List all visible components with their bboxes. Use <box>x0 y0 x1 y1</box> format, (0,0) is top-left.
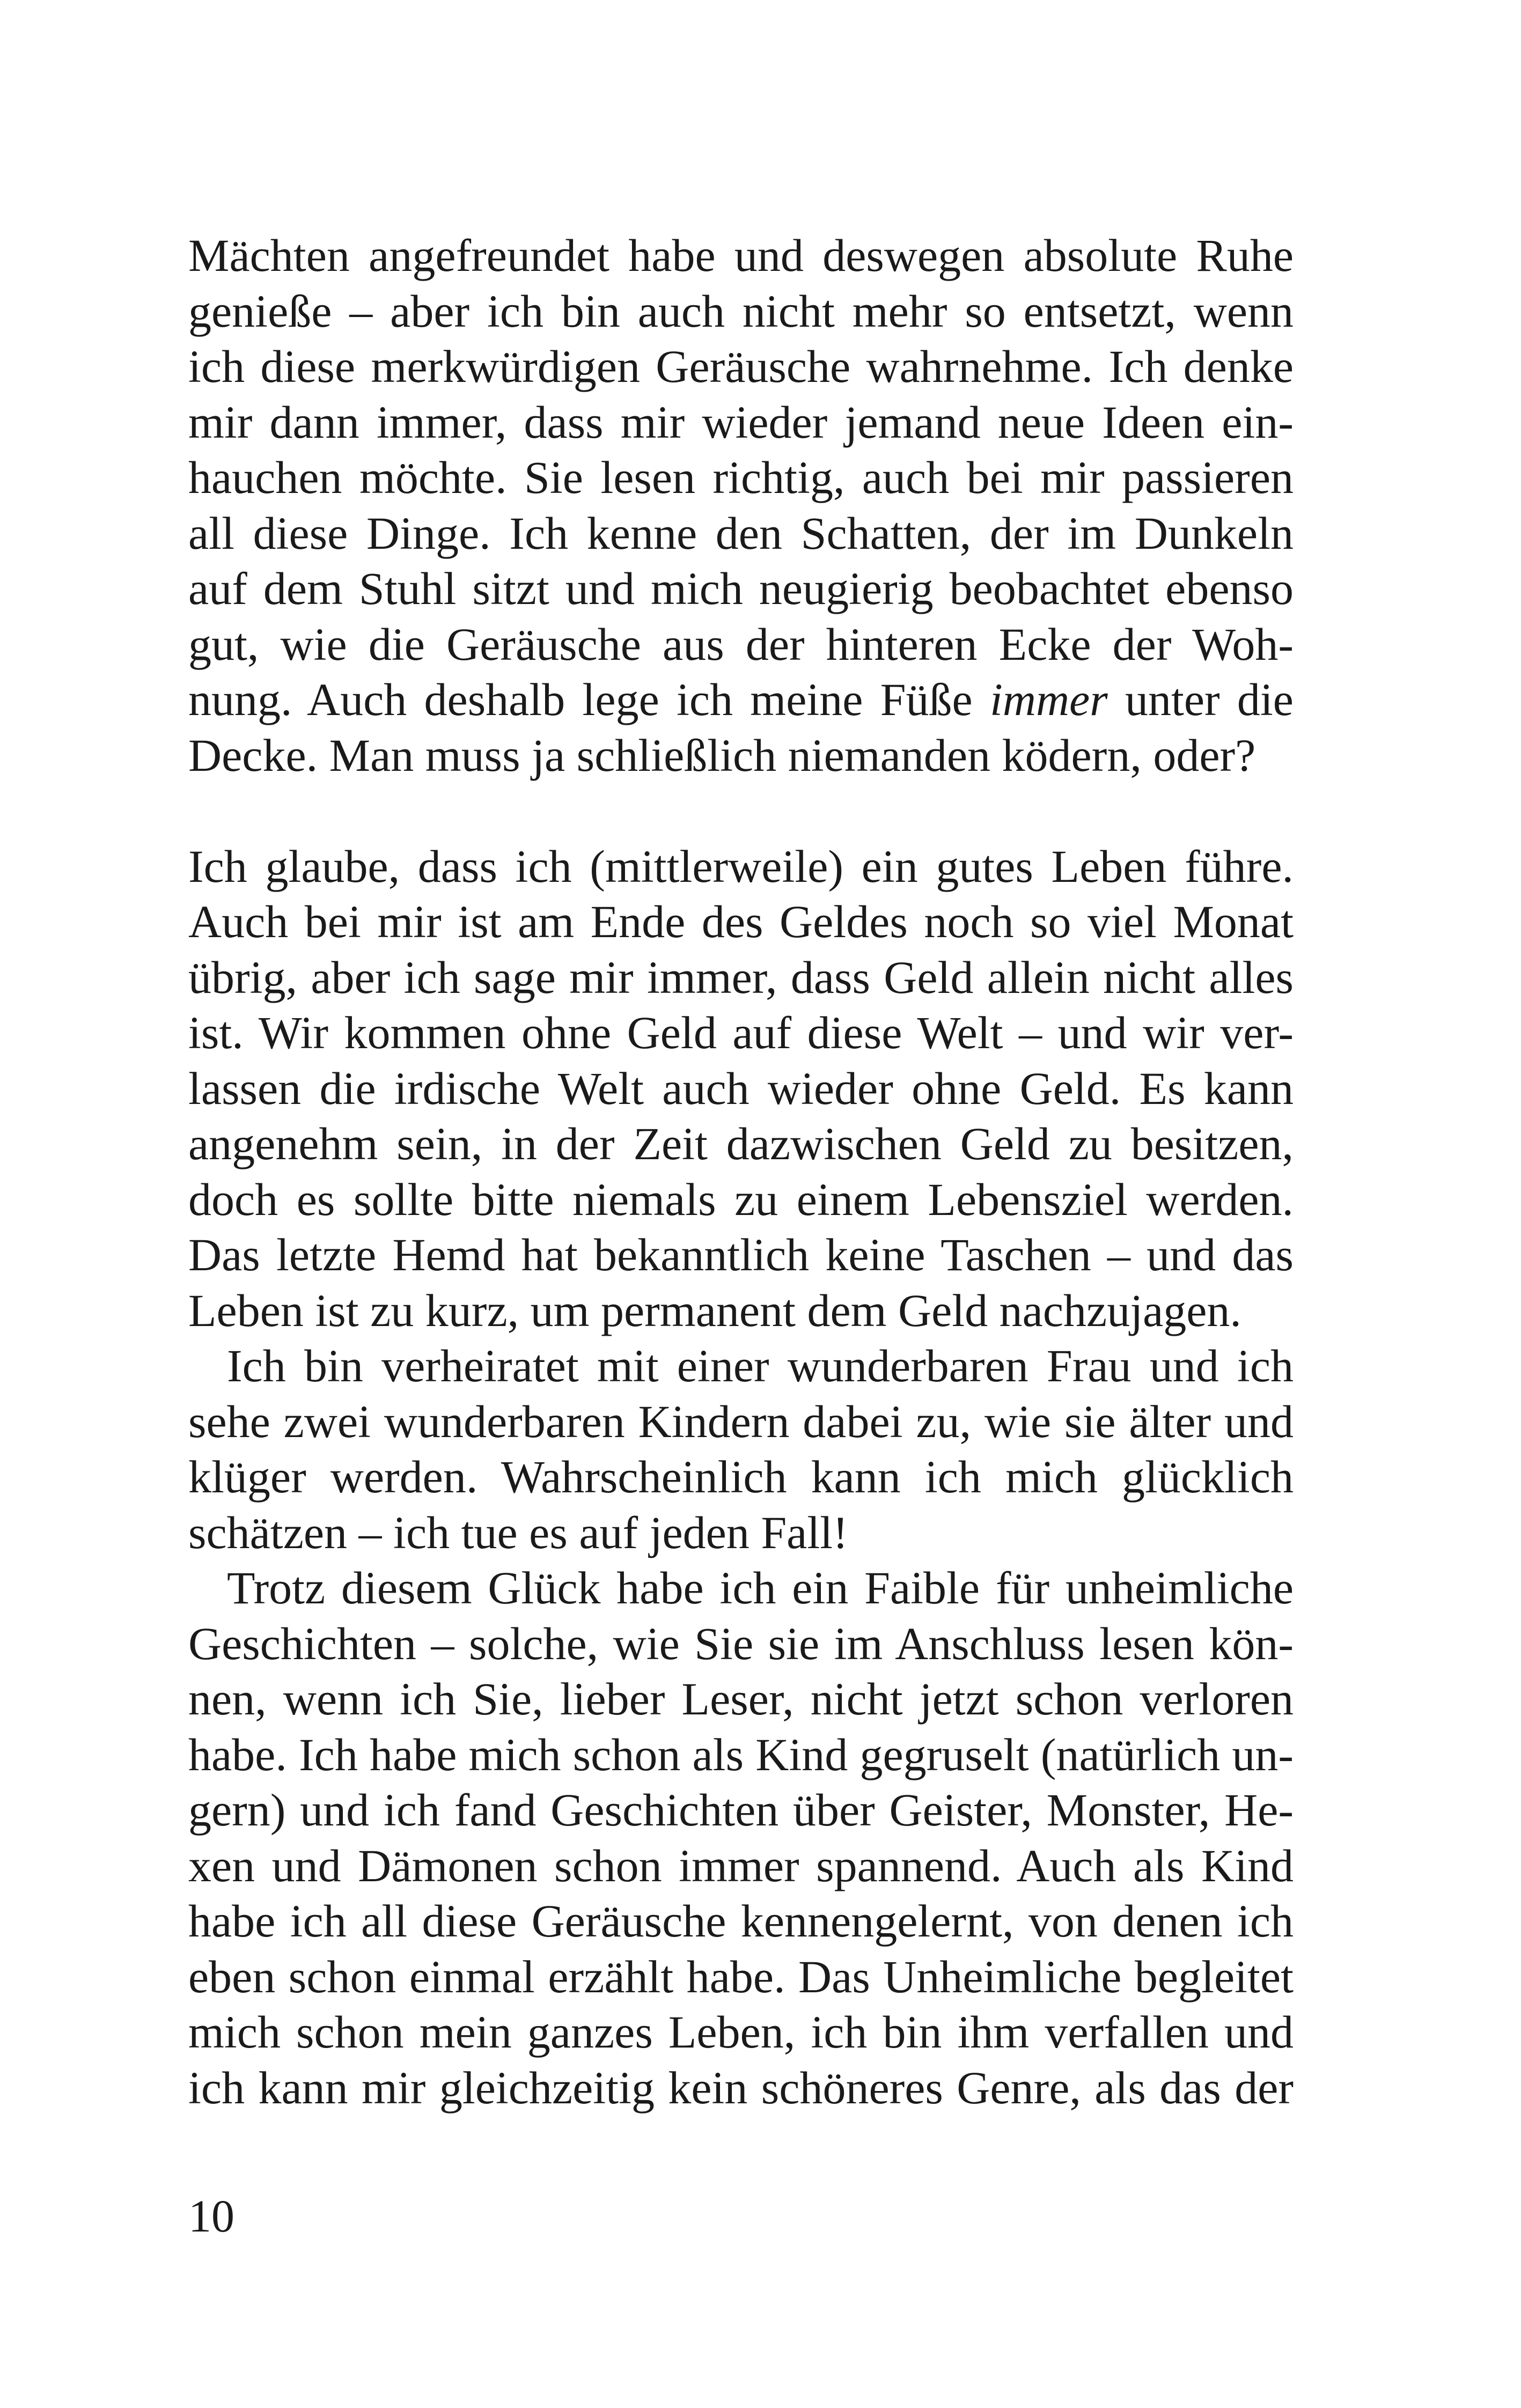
text-line: Mächten angefreundet habe und deswegen absolute Ruhe <box>188 230 1294 281</box>
text-line: doch es sollte bitte niemals zu einem Lebensziel werden. <box>188 1173 1294 1225</box>
text-line: Leben ist zu kurz, um permanent dem Geld nachzujagen. <box>188 1284 1241 1336</box>
text-fragment: unter die <box>1107 674 1294 725</box>
text-line: gut, wie die Geräusche aus der hinteren Ecke der Woh- <box>188 618 1294 670</box>
paragraph-gap <box>188 783 1294 839</box>
paragraph <box>188 1560 1294 2116</box>
text-fragment: nung. Auch deshalb lege ich meine Füße <box>188 674 990 725</box>
text-line: sehe zwei wunderbaren Kindern dabei zu, wie sie älter und <box>188 1395 1294 1447</box>
text-line: Geschichten – solche, wie Sie sie im Anschluss lesen kön- <box>188 1617 1294 1669</box>
text-line: mich schon mein ganzes Leben, ich bin ihm verfallen und <box>188 2006 1294 2058</box>
text-line: hauchen möchte. Sie lesen richtig, auch bei mir passieren <box>188 452 1294 503</box>
text-line: genieße – aber ich bin auch nicht mehr so entsetzt, wenn <box>188 285 1294 337</box>
page-number: 10 <box>188 2190 234 2242</box>
paragraph <box>188 1338 1294 1560</box>
text-line: habe. Ich habe mich schon als Kind gegruselt (natürlich un- <box>188 1728 1294 1780</box>
text-line: ich diese merkwürdigen Geräusche wahrnehme. Ich denke <box>188 341 1294 392</box>
text-line: übrig, aber ich sage mir immer, dass Geld allein nicht alles <box>188 951 1294 1003</box>
text-line: gern) und ich fand Geschichten über Geister, Monster, He- <box>188 1784 1294 1836</box>
text-line: Trotz diesem Glück habe ich ein Faible für unheimliche <box>227 1562 1294 1614</box>
text-line: nen, wenn ich Sie, lieber Leser, nicht jetzt schon verloren <box>188 1673 1294 1725</box>
text-line: Ich glaube, dass ich (mittlerweile) ein gutes Leben führe. <box>188 840 1294 892</box>
text-line: angenehm sein, in der Zeit dazwischen Geld zu besitzen, <box>188 1118 1294 1169</box>
text-line: lassen die irdische Welt auch wieder ohne Geld. Es kann <box>188 1062 1294 1114</box>
text-line: Auch bei mir ist am Ende des Geldes noch so viel Monat <box>188 896 1294 947</box>
text-line: ist. Wir kommen ohne Geld auf diese Welt – und wir ver- <box>188 1007 1294 1058</box>
text-line: Decke. Man muss ja schließlich niemanden ködern, oder? <box>188 729 1256 781</box>
paragraph <box>188 228 1294 783</box>
text-line: schätzen – ich tue es auf jeden Fall! <box>188 1506 848 1558</box>
text-line: Das letzte Hemd hat bekanntlich keine Taschen – und das <box>188 1229 1294 1280</box>
text-line: mir dann immer, dass mir wieder jemand neue Ideen ein- <box>188 396 1294 448</box>
text-line: Ich bin verheiratet mit einer wunderbaren Frau und ich <box>227 1340 1294 1391</box>
text-line: klüger werden. Wahrscheinlich kann ich mich glücklich <box>188 1451 1294 1503</box>
text-line: habe ich all diese Geräusche kennengelernt, von denen ich <box>188 1895 1294 1947</box>
text-line-with-emphasis <box>188 672 1294 728</box>
text-line: ich kann mir gleichzeitig kein schöneres Genre, als das der <box>188 2061 1294 2114</box>
body-text <box>188 228 1294 2116</box>
text-line: all diese Dinge. Ich kenne den Schatten, der im Dunkeln <box>188 507 1294 559</box>
text-line: auf dem Stuhl sitzt und mich neugierig beobachtet ebenso <box>188 563 1294 614</box>
paragraph <box>188 839 1294 1339</box>
text-line: eben schon einmal erzählt habe. Das Unheimliche begleitet <box>188 1950 1294 2002</box>
text-line: xen und Dämonen schon immer spannend. Auch als Kind <box>188 1839 1294 1891</box>
emphasized-word: immer <box>989 674 1108 725</box>
